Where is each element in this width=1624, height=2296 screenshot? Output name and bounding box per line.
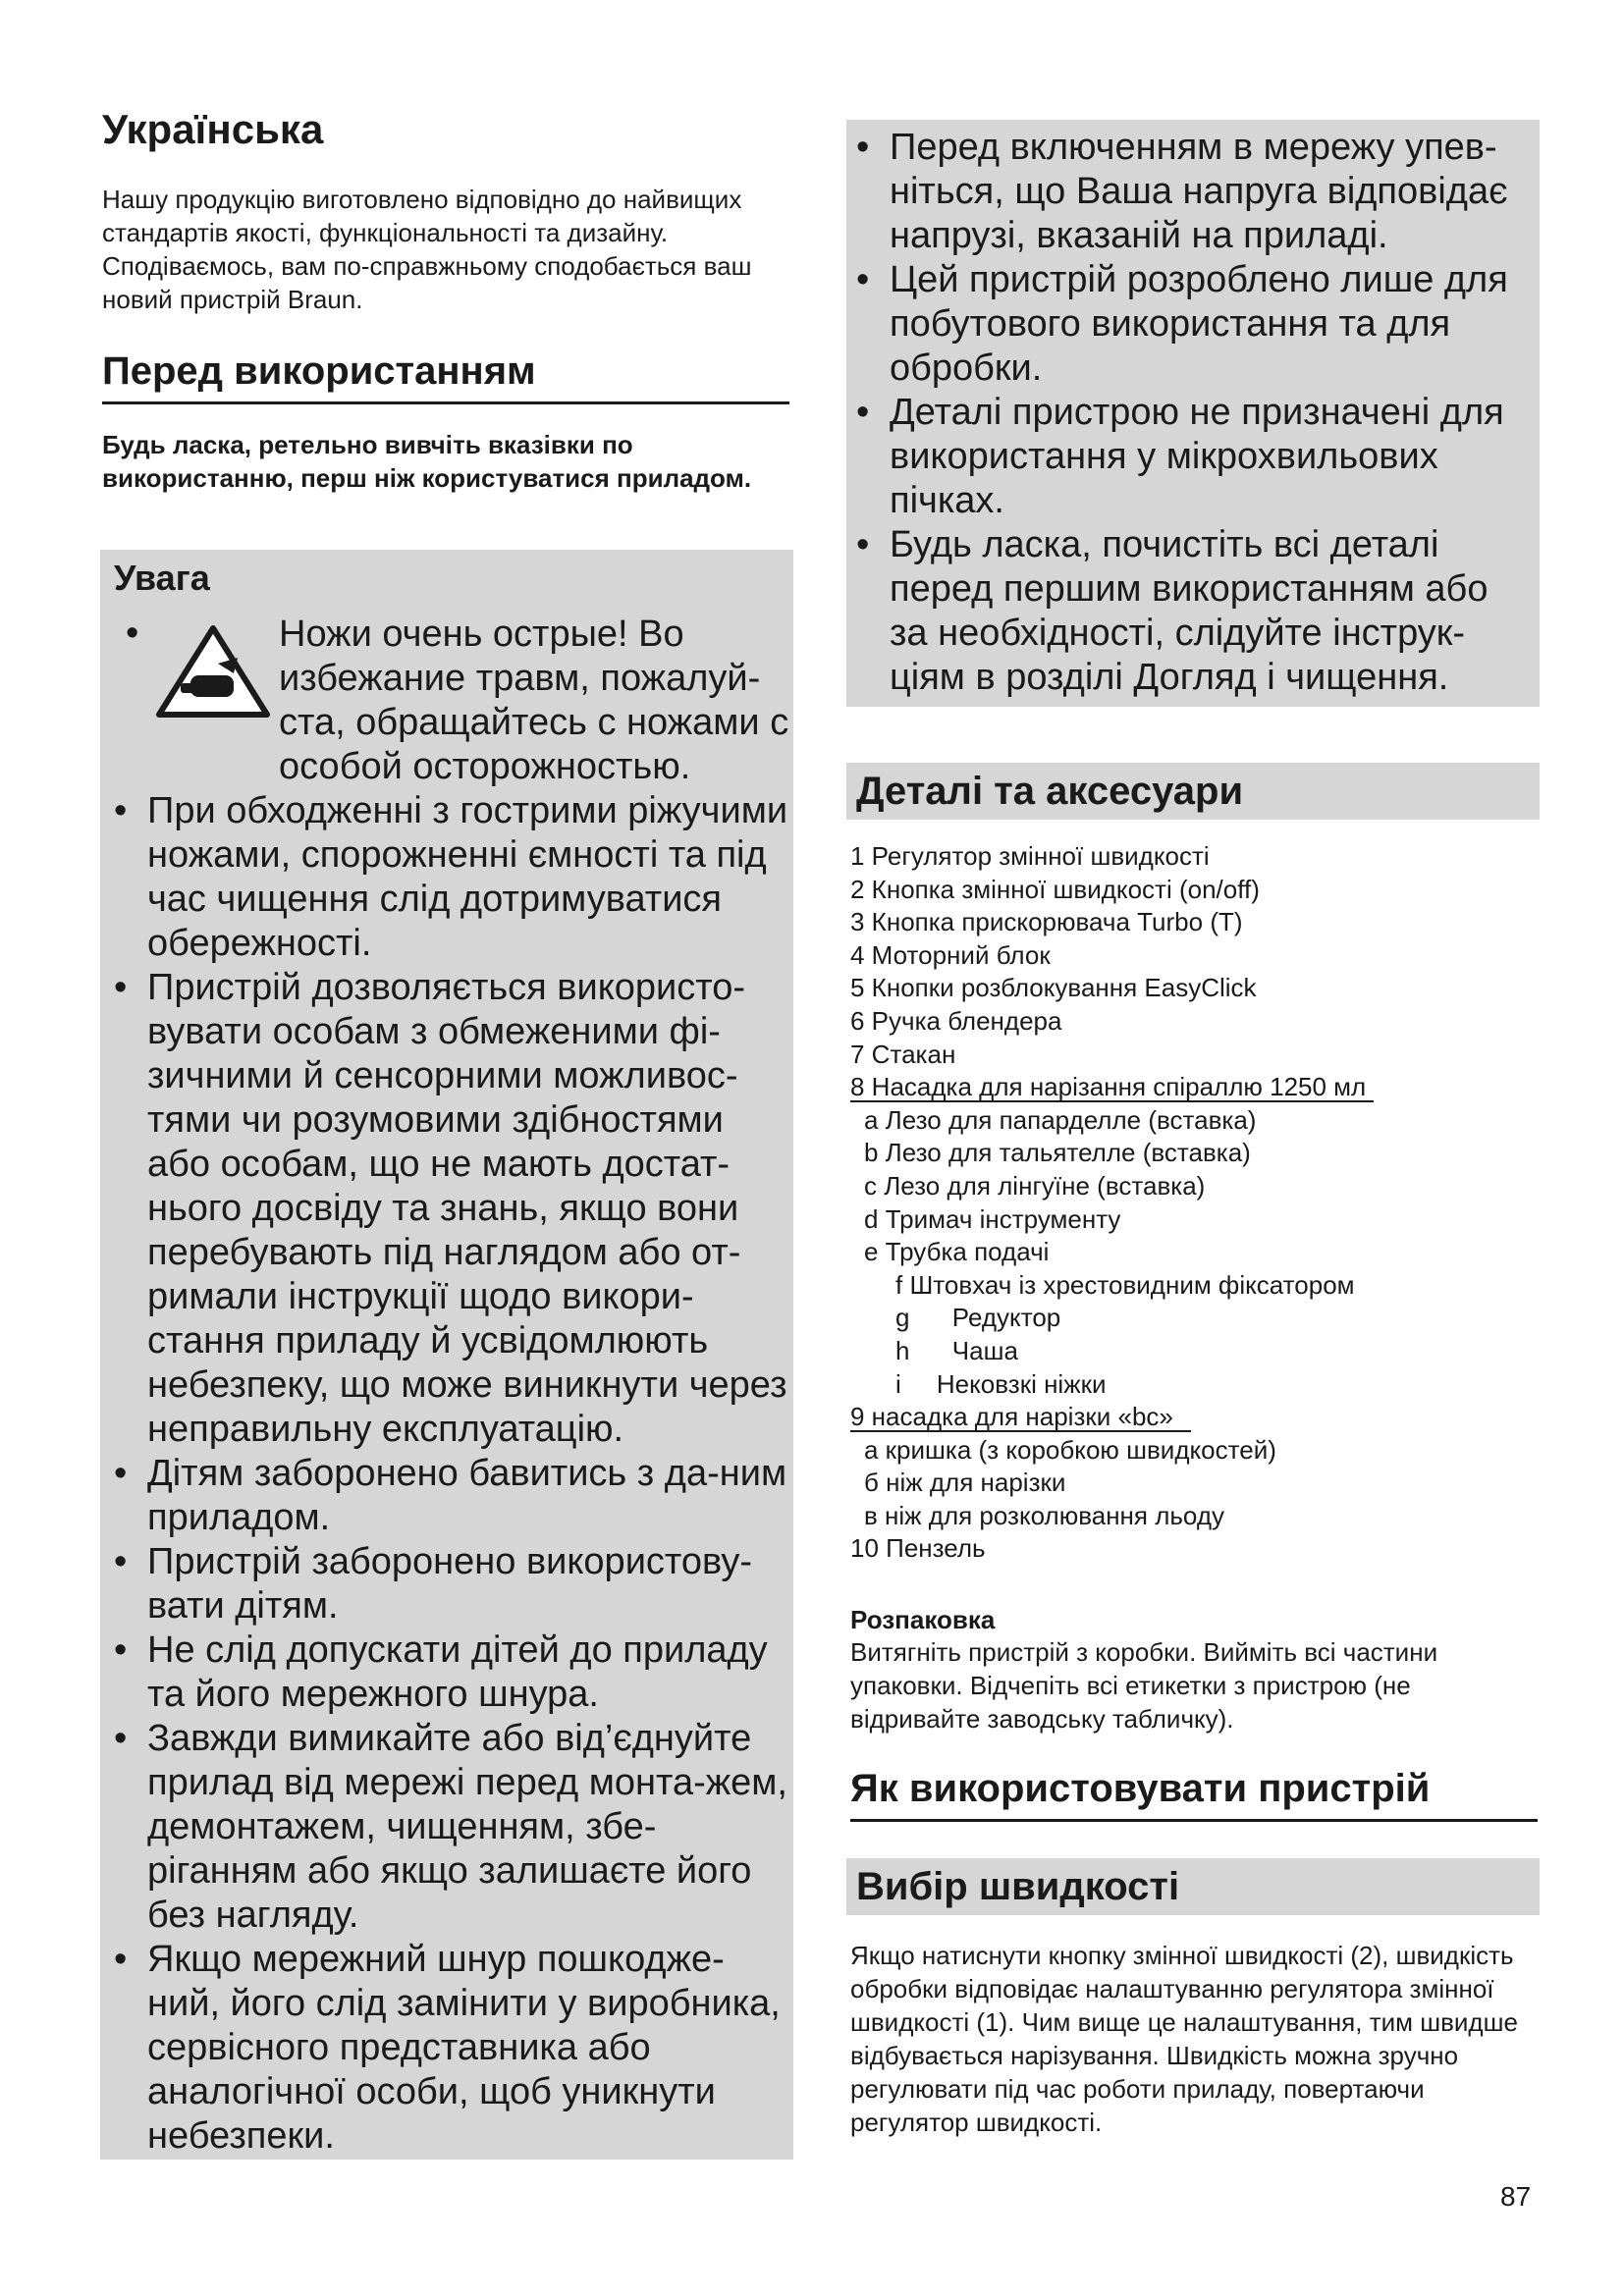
list-item: 2 Кнопка змінної швидкості (on/off) bbox=[850, 874, 1260, 904]
list-item: a кришка (з коробкою швидкостей) bbox=[864, 1434, 1276, 1465]
list-item: • Дітям заборонено бавитись з да-ним приладом. bbox=[114, 1452, 791, 1540]
list-item: в ніж для розколювання льоду bbox=[864, 1500, 1224, 1530]
list-item: a Лезо для папарделле (вставка) bbox=[864, 1104, 1257, 1135]
unpacking-text: Витягніть пристрій з коробки. Вийміть всі частини упаковки. Відчепіть всі етикетки з пристрою (не відривайте заводську табличку). bbox=[850, 1637, 1438, 1734]
list-item: i Нековзкі ніжки bbox=[895, 1368, 1107, 1399]
page-number: 87 bbox=[1500, 2181, 1532, 2212]
list-item: • Деталі пристрою не призначені для використання у мікрохвильових пічках. bbox=[856, 391, 1534, 523]
list-item: • Будь ласка, почистіть всі деталі перед першим використанням або за необхідності, слідуйте інструк-ціям в розділі Догляд і чищення. bbox=[856, 523, 1534, 700]
list-item: 6 Ручка блендера bbox=[850, 1005, 1062, 1036]
intro-text: Нашу продукцію виготовлено відповідно до найвищих стандартів якості, функціональності та дизайну. Сподіваємось, вам по-справжньому сподобається ваш новий пристрій Braun. bbox=[102, 185, 752, 314]
list-item: • При обходженні з гострими ріжучими ножами, спорожненні ємності та під час чищення слід дотримуватися обережності. bbox=[114, 789, 791, 966]
safety-continued-list bbox=[856, 126, 1534, 700]
list-item: • Цей пристрій розроблено лише для побутового використання та для обробки. bbox=[856, 258, 1534, 391]
language-title: Українська bbox=[102, 106, 324, 152]
hand-blade-warning-icon bbox=[155, 624, 271, 719]
list-item: 10 Пензель bbox=[850, 1533, 986, 1564]
list-item: 3 Кнопка прискорювача Turbo (T) bbox=[850, 907, 1243, 937]
list-item: 7 Стакан bbox=[850, 1039, 956, 1069]
list-item: 1 Регулятор змінної швидкості bbox=[850, 841, 1210, 871]
list-item: • Перед включенням в мережу упев-ніться, що Ваша напруга відповідає напрузі, вказаній на приладі. bbox=[856, 126, 1534, 258]
list-item: • Якщо мережний шнур пошкодже-ний, його слід замінити у виробника, сервісного представника або аналогічної особи, щоб уникнути небезпеки. bbox=[114, 1938, 791, 2159]
list-item: • Пристрій дозволяється використо-вувати особам з обмеженими фі-зичними й сенсорними можливос-тями чи розумовими здібностями або особам, що не мають достат-нього досвіду та знань, якщо вони перебувають під наглядом або от-римали інструкції щодо викори-стання приладу й усвідомлюють небезпеку, що може виникнути через неправильну експлуатацію. bbox=[114, 966, 791, 1452]
list-item: 8 Насадка для нарізання спіраллю 1250 мл bbox=[850, 1073, 1374, 1102]
warning-first-text: Ножи очень острые! Во избежание травм, пожалуй-ста, обращайтесь с ножами с особой осторожностью. bbox=[279, 614, 789, 787]
warning-list bbox=[114, 789, 791, 2159]
before-use-heading: Перед використанням bbox=[102, 349, 789, 404]
list-item: b Лезо для тальятелле (вставка) bbox=[864, 1138, 1251, 1168]
list-item: 4 Моторний блок bbox=[850, 939, 1051, 970]
list-item: h Чаша bbox=[895, 1335, 1018, 1365]
list-item: g Редуктор bbox=[895, 1303, 1061, 1333]
unpacking-heading: Розпаковка bbox=[850, 1605, 996, 1634]
parts-heading: Деталі та аксесуари bbox=[846, 763, 1540, 820]
parts-list bbox=[850, 840, 1538, 1566]
list-item: 5 Кнопки розблокування EasyClick bbox=[850, 973, 1257, 1003]
list-item: • Не слід допускати дітей до приладу та його мережного шнура. bbox=[114, 1629, 791, 1717]
list-item: • Пристрій заборонено використову-вати дітям. bbox=[114, 1540, 791, 1629]
speed-heading: Вибір швидкості bbox=[846, 1858, 1540, 1915]
list-item: 9 насадка для нарізки «bc» bbox=[850, 1403, 1191, 1432]
list-item: • Завжди вимикайте або від’єднуйте прилад від мережі перед монта-жем, демонтажем, чищенням, збе-ріганням або якщо залишаєте його без нагляду. bbox=[114, 1717, 791, 1938]
bullet: • bbox=[126, 613, 139, 654]
before-use-note: Будь ласка, ретельно вивчіть вказівки по використанню, перш ніж користуватися приладом. bbox=[102, 430, 752, 493]
how-to-use-heading: Як використовувати пристрій bbox=[850, 1767, 1538, 1822]
list-item: f Штовхач із хрестовидним фіксатором bbox=[895, 1269, 1355, 1300]
speed-text: Якщо натиснути кнопку змінної швидкості (2), швидкість обробки відповідає налаштуванню регулятора змінної швидкості (1). Чим вище це налаштування, тим швидше відбувається нарізування. Швидкість можна зручно регулювати під час роботи приладу, повертаючи регулятор швидкості. bbox=[850, 1941, 1518, 2137]
list-item: б ніж для нарізки bbox=[864, 1468, 1066, 1498]
list-item: c Лезо для лінгуїне (вставка) bbox=[864, 1170, 1206, 1201]
warning-title: Увага bbox=[114, 558, 210, 598]
list-item: d Тримач інструменту bbox=[864, 1203, 1121, 1234]
list-item: e Трубка подачі bbox=[864, 1237, 1050, 1267]
